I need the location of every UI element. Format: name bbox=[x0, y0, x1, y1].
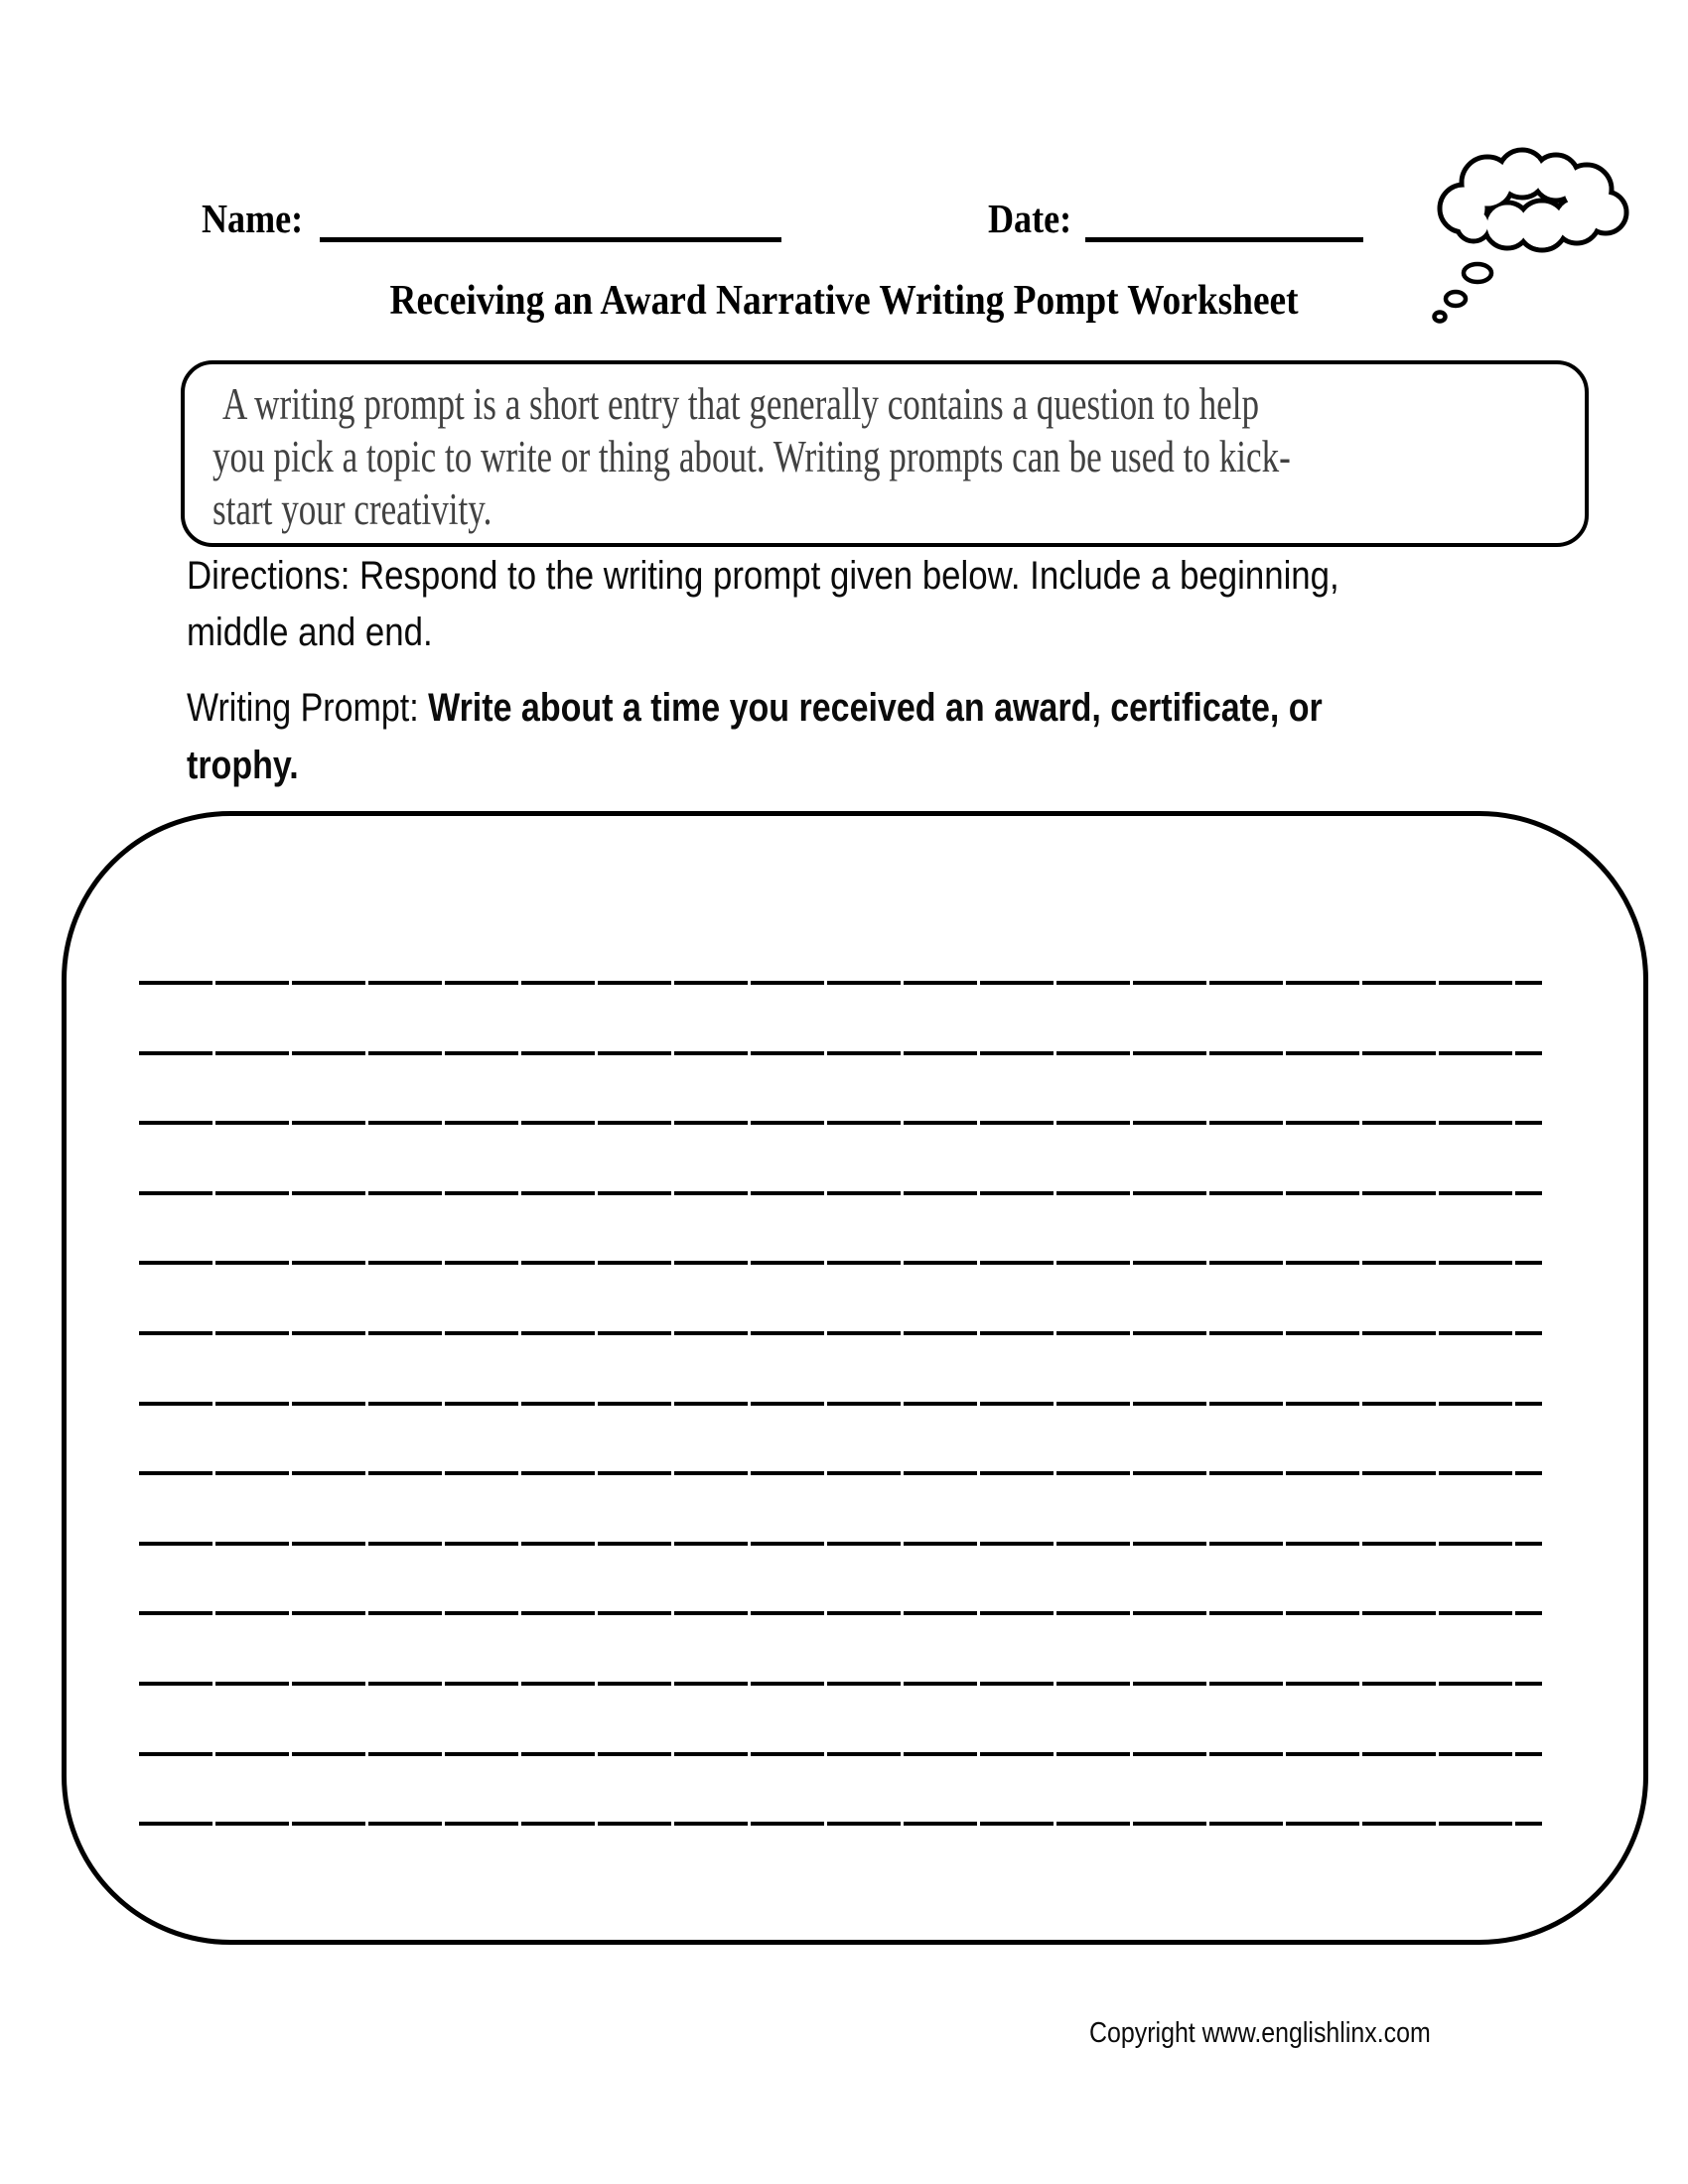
writing-line bbox=[139, 1822, 1542, 1826]
date-label: Date: bbox=[988, 196, 1072, 241]
writing-line bbox=[139, 1682, 1542, 1686]
writing-line bbox=[139, 981, 1542, 985]
writing-line bbox=[139, 1121, 1542, 1125]
info-box-line: A writing prompt is a short entry that generally contains a question to help bbox=[222, 379, 1260, 429]
writing-line bbox=[139, 1051, 1542, 1055]
writing-line bbox=[139, 1261, 1542, 1265]
writing-line bbox=[139, 1471, 1542, 1475]
writing-prompt-bold: trophy. bbox=[187, 744, 299, 787]
writing-line bbox=[139, 1191, 1542, 1195]
writing-prompt-label: Writing Prompt: bbox=[187, 686, 429, 730]
directions-line: middle and end. bbox=[187, 611, 433, 654]
info-box-line: start your creativity. bbox=[212, 484, 492, 534]
page-title: Receiving an Award Narrative Writing Pompt Worksheet bbox=[389, 278, 1299, 324]
date-blank-line bbox=[1085, 237, 1363, 242]
name-blank-line bbox=[320, 237, 781, 242]
writing-line bbox=[139, 1402, 1542, 1406]
directions-line: Directions: Respond to the writing prompt given below. Include a beginning, bbox=[187, 554, 1339, 598]
directions-text bbox=[187, 548, 1511, 661]
writing-line bbox=[139, 1331, 1542, 1335]
writing-line bbox=[139, 1752, 1542, 1756]
copyright-text: Copyright www.englishlinx.com bbox=[1089, 2017, 1431, 2049]
writing-prompt-bold: Write about a time you received an award, certificate, or bbox=[428, 686, 1323, 730]
info-box-line: you pick a topic to write or thing about. Writing prompts can be used to kick- bbox=[212, 432, 1291, 481]
name-label: Name: bbox=[202, 196, 304, 241]
writing-line bbox=[139, 1611, 1542, 1615]
info-box bbox=[181, 360, 1589, 547]
writing-line bbox=[139, 1542, 1542, 1546]
writing-prompt-text bbox=[187, 679, 1523, 794]
writing-area-box bbox=[62, 811, 1648, 1945]
